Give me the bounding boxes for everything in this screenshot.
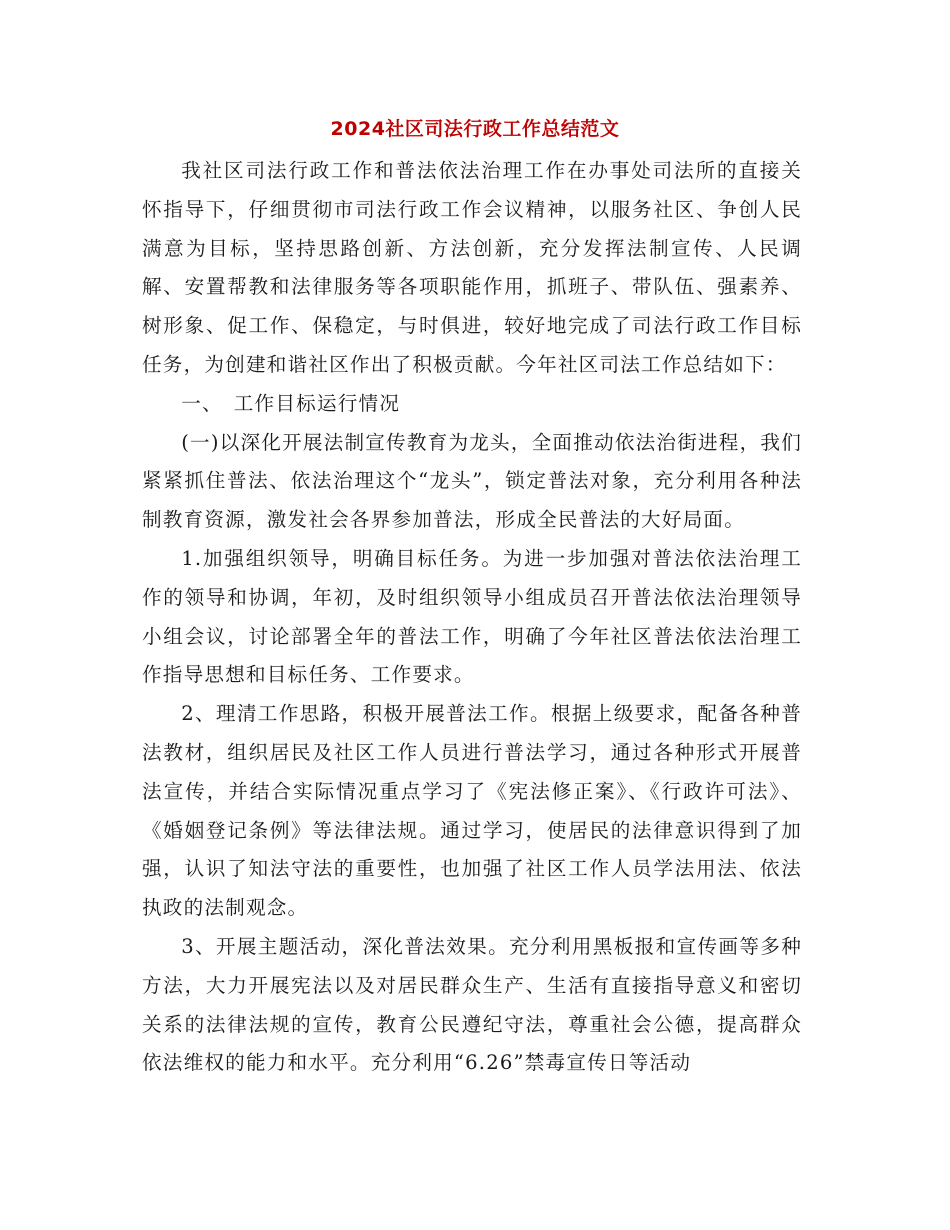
document-body xyxy=(142,152,802,1083)
paragraph-subsection-1: (一)以深化开展法制宣传教育为龙头，全面推动依法治街进程，我们紧紧抓住普法、依法治理这个“龙头”，锁定普法对象，充分利用各种法制教育资源，激发社会各界参加普法，形成全民普法的大好局面。 xyxy=(142,430,802,532)
paragraph-item-3: 3、开展主题活动，深化普法效果。充分利用黑板报和宣传画等多种方法，大力开展宪法以及对居民群众生产、生活有直接指导意义和密切关系的法律法规的宣传，教育公民遵纪守法，尊重社会公德，提高群众依法维权的能力和水平。充分利用“6.26”禁毒宣传日等活动 xyxy=(142,934,802,1075)
paragraph-item-2: 2、理清工作思路，积极开展普法工作。根据上级要求，配备各种普法教材，组织居民及社区工作人员进行普法学习，通过各种形式开展普法宣传，并结合实际情况重点学习了《宪法修正案》、《行政许可法》、《婚姻登记条例》等法律法规。通过学习，使居民的法律意识得到了加强，认识了知法守法的重要性，也加强了社区工作人员学法用法、依法执政的法制观念。 xyxy=(142,702,802,920)
paragraph-item-1: 1.加强组织领导，明确目标任务。为进一步加强对普法依法治理工作的领导和协调，年初，及时组织领导小组成员召开普法依法治理领导小组会议，讨论部署全年的普法工作，明确了今年社区普法依法治理工作指导思想和目标任务、工作要求。 xyxy=(142,546,802,687)
paragraph-intro: 我社区司法行政工作和普法依法治理工作在办事处司法所的直接关怀指导下，仔细贯彻市司法行政工作会议精神，以服务社区、争创人民满意为目标，坚持思路创新、方法创新，充分发挥法制宣传、人民调解、安置帮教和法律服务等各项职能作用，抓班子、带队伍、强素养、树形象、促工作、保稳定，与时俱进，较好地完成了司法行政工作目标任务，为创建和谐社区作出了积极贡献。今年社区司法工作总结如下： xyxy=(142,159,802,376)
section-heading-1: 一、 工作目标运行情况 xyxy=(181,391,401,415)
document-title: 2024社区司法行政工作总结范文 xyxy=(330,118,620,140)
